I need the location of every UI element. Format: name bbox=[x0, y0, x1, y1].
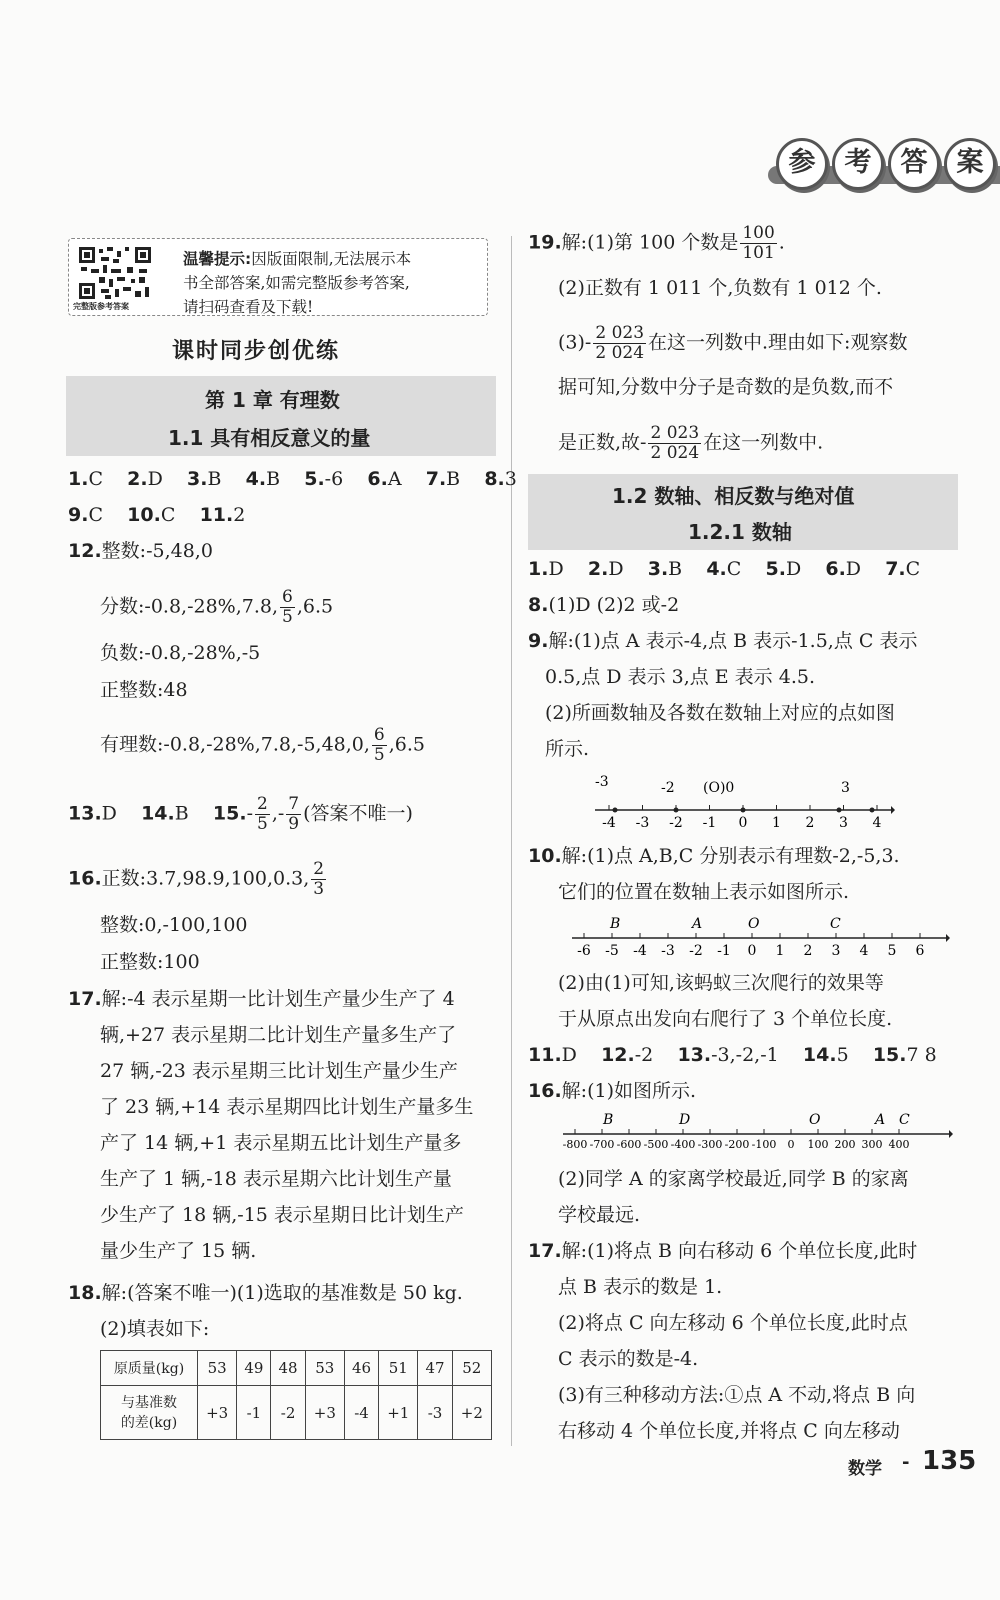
table-cell: +2 bbox=[452, 1386, 491, 1440]
q17-line-5: 产了 14 辆,+1 表示星期五比计划生产量多 bbox=[100, 1132, 462, 1154]
number-line-2 bbox=[572, 912, 952, 964]
tick-label: -3 bbox=[661, 943, 675, 959]
q17-right-d: C 表示的数是-4. bbox=[558, 1348, 699, 1370]
qr-caption: 完整版参考答案 bbox=[73, 302, 129, 311]
table-cell: 52 bbox=[452, 1351, 491, 1386]
q17-line-4: 了 23 辆,+14 表示星期四比计划生产量多生 bbox=[100, 1096, 474, 1118]
q12-b: 分数:-0.8,-28%,7.8, $\frac{6}{5}$ ,6.5 bbox=[100, 587, 334, 627]
q13-15: 13.D 14.B 15.- $\frac{2}{5}$ ,- $\frac{7}{9}$ (答案不唯一) bbox=[68, 794, 413, 834]
tick-label: 4 bbox=[872, 815, 882, 831]
tick-label: -4 bbox=[633, 943, 647, 959]
tick-label: 0 bbox=[747, 943, 757, 959]
table-cell: +3 bbox=[305, 1386, 344, 1440]
tick-label: 2 bbox=[805, 815, 815, 831]
point-label-c: C bbox=[830, 916, 841, 932]
q17-line-3: 27 辆,-23 表示星期三比计划生产量少生产 bbox=[100, 1060, 458, 1082]
point-label-b: B bbox=[610, 916, 621, 932]
tick-label: -300 bbox=[697, 1138, 723, 1151]
tick-label: 0 bbox=[787, 1138, 795, 1151]
q12-d: 正整数:48 bbox=[100, 679, 188, 701]
table-cell: -4 bbox=[344, 1386, 378, 1440]
answers-row-3: 1.D 2.D 3.B 4.C 5.D 6.D 7.C bbox=[528, 558, 921, 580]
tick-label: 4 bbox=[859, 943, 869, 959]
tick-label: -4 bbox=[602, 815, 616, 831]
table-header-cell: 原质量(kg) bbox=[101, 1351, 198, 1386]
sub-lesson-title: 1.2.1 数轴 bbox=[688, 520, 792, 544]
q16-b: 整数:0,-100,100 bbox=[100, 914, 248, 936]
q16-right-b: (2)同学 A 的家离学校最近,同学 B 的家离 bbox=[558, 1168, 909, 1190]
q17-right-f: 右移动 4 个单位长度,并将点 C 向左移动 bbox=[558, 1420, 900, 1442]
table-cell: +1 bbox=[379, 1386, 418, 1440]
point-label-b: -2 bbox=[661, 780, 675, 796]
point-label-origin: (O)0 bbox=[703, 780, 735, 796]
badge-char-4: 案 bbox=[944, 138, 996, 190]
table-cell: 47 bbox=[418, 1351, 452, 1386]
q17-right-a: 17.解:(1)将点 B 向右移动 6 个单位长度,此时 bbox=[528, 1240, 918, 1262]
tick-label: 100 bbox=[807, 1138, 829, 1151]
q19-c: (3)- $\frac{2 023}{2 024}$ 在这一列数中.理由如下:观察数 bbox=[558, 323, 908, 363]
footer-dash: - bbox=[902, 1452, 910, 1473]
q19-d: 据可知,分数中分子是奇数的是负数,而不 bbox=[558, 376, 894, 398]
q9-d: 所示. bbox=[545, 738, 590, 760]
table-cell: 53 bbox=[305, 1351, 344, 1386]
q19-e: 是正数,故- $\frac{2 023}{2 024}$ 在这一列数中. bbox=[558, 423, 824, 463]
point-label-d: D bbox=[679, 1112, 691, 1128]
q17-line-8: 量少生产了 15 辆. bbox=[100, 1240, 257, 1262]
point-label-a: A bbox=[692, 916, 703, 932]
tick-label: -3 bbox=[635, 815, 650, 831]
table-cell: 53 bbox=[198, 1351, 237, 1386]
q16-right-a: 16.解:(1)如图所示. bbox=[528, 1080, 697, 1102]
tip-label: 温馨提示: bbox=[183, 250, 252, 268]
tick-label: -800 bbox=[563, 1138, 588, 1151]
q12-c: 负数:-0.8,-28%,-5 bbox=[100, 642, 261, 664]
answers-row-1: 1.C 2.D 3.B 4.B 5.-6 6.A 7.B 8.3 bbox=[68, 468, 517, 490]
page-number: 135 bbox=[922, 1446, 977, 1476]
table-cell: -2 bbox=[271, 1386, 305, 1440]
table-cell: +3 bbox=[198, 1386, 237, 1440]
q18-b: (2)填表如下: bbox=[100, 1318, 210, 1340]
tick-label: 5 bbox=[887, 943, 897, 959]
tick-label: 1 bbox=[772, 815, 781, 831]
point-label-o: O bbox=[748, 916, 760, 932]
tip-line-3: 请扫码查看及下载! bbox=[183, 298, 314, 316]
q16-c: 正整数:100 bbox=[100, 951, 200, 973]
q10-b: 它们的位置在数轴上表示如图所示. bbox=[558, 881, 850, 903]
q18-a: 18.解:(答案不唯一)(1)选取的基准数是 50 kg. bbox=[68, 1282, 463, 1304]
footer-subject: 数学 bbox=[848, 1459, 882, 1479]
qr-code-icon[interactable] bbox=[77, 245, 153, 301]
q17-line-7: 少生产了 18 辆,-15 表示星期日比计划生产 bbox=[100, 1204, 464, 1226]
tick-label: 3 bbox=[839, 815, 848, 831]
q19-b: (2)正数有 1 011 个,负数有 1 012 个. bbox=[558, 277, 882, 299]
table-cell: -3 bbox=[418, 1386, 452, 1440]
q10-d: 于从原点出发向右爬行了 3 个单位长度. bbox=[558, 1008, 893, 1030]
section-title: 课时同步创优练 bbox=[172, 339, 341, 364]
point-label-a: -3 bbox=[595, 774, 609, 790]
table-cell: 51 bbox=[379, 1351, 418, 1386]
point-label-a: A bbox=[875, 1112, 886, 1128]
q8: 8.(1)D (2)2 或-2 bbox=[528, 594, 680, 616]
tick-label: -1 bbox=[717, 943, 731, 959]
badge-char-1: 参 bbox=[776, 138, 828, 190]
q10-c: (2)由(1)可知,该蚂蚁三次爬行的效果等 bbox=[558, 972, 884, 994]
tick-label: -100 bbox=[751, 1138, 777, 1151]
q17-line-1: 17.解:-4 表示星期一比计划生产量少生产了 4 bbox=[68, 988, 455, 1010]
q17-line-6: 生产了 1 辆,-18 表示星期六比计划生产量 bbox=[100, 1168, 452, 1190]
q10-a: 10.解:(1)点 A,B,C 分别表示有理数-2,-5,3. bbox=[528, 845, 900, 867]
q12-a: 12.整数:-5,48,0 bbox=[68, 540, 213, 562]
badge-char-2: 考 bbox=[832, 138, 884, 190]
tick-label: 6 bbox=[915, 943, 925, 959]
q19-a: 19.解:(1)第 100 个数是 $\frac{100}{101}$ . bbox=[528, 223, 785, 263]
tick-label: -500 bbox=[643, 1138, 669, 1151]
header-badge bbox=[768, 132, 1000, 190]
table-header-cell: 与基准数 的差(kg) bbox=[101, 1386, 198, 1440]
answers-row-4: 11.D 12.-2 13.-3,-2,-1 14.5 15.7 8 bbox=[528, 1044, 937, 1066]
tick-label: -200 bbox=[724, 1138, 750, 1151]
point-label-c: C bbox=[899, 1112, 910, 1128]
q9-c: (2)所画数轴及各数在数轴上对应的点如图 bbox=[545, 702, 895, 724]
tick-label: 300 bbox=[861, 1138, 883, 1151]
tick-label: -600 bbox=[616, 1138, 642, 1151]
tick-label: -5 bbox=[605, 943, 619, 959]
tick-label: 3 bbox=[831, 943, 841, 959]
number-line-1 bbox=[595, 772, 895, 834]
column-divider bbox=[511, 236, 512, 1446]
tick-label: -2 bbox=[689, 943, 703, 959]
tick-label: -400 bbox=[670, 1138, 696, 1151]
point-label-b: B bbox=[603, 1112, 614, 1128]
tick-label: 400 bbox=[888, 1138, 910, 1151]
q16-a: 16.正数:3.7,98.9,100,0.3, $\frac{2}{3}$ bbox=[68, 859, 325, 899]
tip-line-1: 因版面限制,无法展示本 bbox=[251, 250, 412, 268]
point-label-o: O bbox=[809, 1112, 821, 1128]
badge-char-3: 答 bbox=[888, 138, 940, 190]
number-line-3 bbox=[563, 1110, 955, 1160]
q16-right-c: 学校最远. bbox=[558, 1204, 641, 1226]
q17-line-2: 辆,+27 表示星期二比计划生产量多生产了 bbox=[100, 1024, 457, 1046]
table-cell: 49 bbox=[237, 1351, 271, 1386]
answers-row-2: 9.C 10.C 11.2 bbox=[68, 504, 246, 526]
chapter-title: 第 1 章 有理数 bbox=[205, 388, 340, 412]
tip-box bbox=[68, 238, 488, 316]
q9-b: 0.5,点 D 表示 3,点 E 表示 4.5. bbox=[545, 666, 815, 688]
lesson-title-2: 1.2 数轴、相反数与绝对值 bbox=[612, 484, 855, 508]
tick-label: 1 bbox=[775, 943, 785, 959]
tip-line-2: 书全部答案,如需完整版参考答案, bbox=[183, 274, 410, 292]
table-row bbox=[101, 1351, 492, 1386]
tick-label: 0 bbox=[738, 815, 748, 831]
q18-table bbox=[100, 1350, 492, 1440]
lesson-title: 1.1 具有相反意义的量 bbox=[168, 426, 371, 450]
point-label-d: 3 bbox=[841, 780, 850, 796]
q12-e: 有理数:-0.8,-28%,7.8,-5,48,0, $\frac{6}{5}$ ,6.5 bbox=[100, 725, 426, 765]
tick-label: -1 bbox=[702, 815, 717, 831]
table-cell: -1 bbox=[237, 1386, 271, 1440]
tick-label: -2 bbox=[669, 815, 683, 831]
table-cell: 48 bbox=[271, 1351, 305, 1386]
tick-label: -6 bbox=[577, 943, 591, 959]
q17-right-e: (3)有三种移动方法:①点 A 不动,将点 B 向 bbox=[558, 1384, 916, 1406]
tick-label: 2 bbox=[803, 943, 813, 959]
q17-right-b: 点 B 表示的数是 1. bbox=[558, 1276, 723, 1298]
table-row bbox=[101, 1386, 492, 1440]
q17-right-c: (2)将点 C 向左移动 6 个单位长度,此时点 bbox=[558, 1312, 908, 1334]
tick-label: -700 bbox=[589, 1138, 615, 1151]
q9-a: 9.解:(1)点 A 表示-4,点 B 表示-1.5,点 C 表示 bbox=[528, 630, 918, 652]
tick-label: 200 bbox=[834, 1138, 856, 1151]
table-cell: 46 bbox=[344, 1351, 378, 1386]
